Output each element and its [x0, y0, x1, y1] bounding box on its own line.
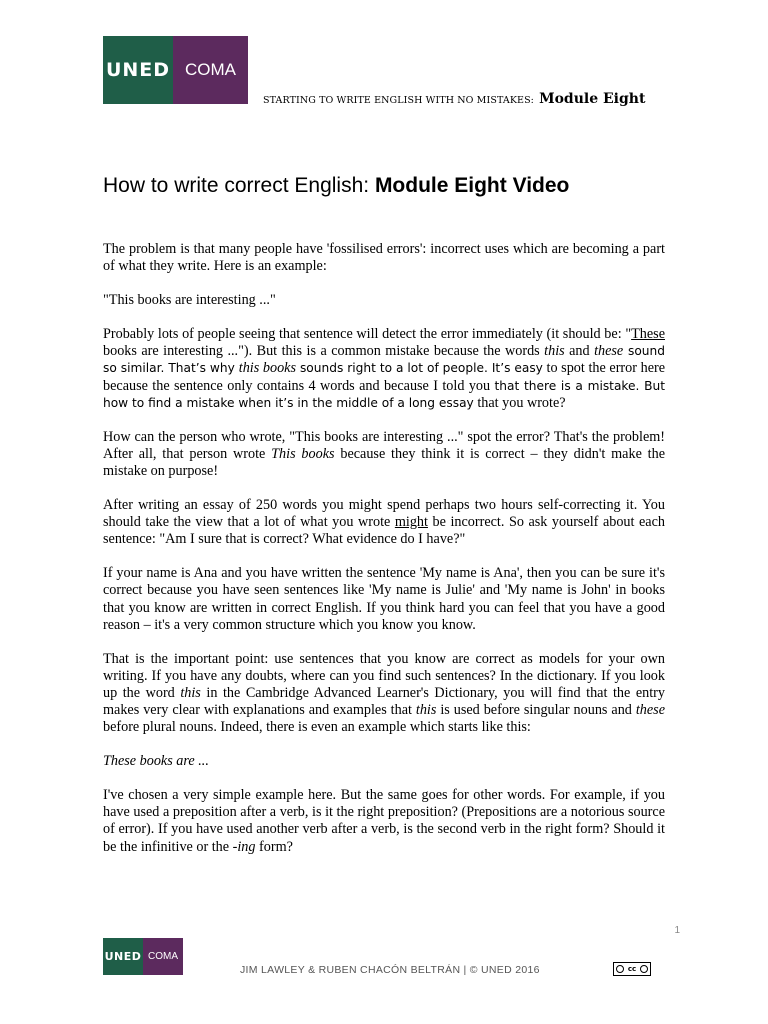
p4-text: How can the person who wrote, "This books are interesting ..." spot the error? That's the problem! After all, that person wrote — [103, 428, 665, 462]
coma-logo-text: COMA — [185, 60, 236, 79]
paragraph-5 — [103, 497, 665, 548]
p7-text: before plural nouns. Indeed, there is even an example which starts like this: — [103, 719, 531, 736]
paragraph-9 — [103, 787, 665, 855]
footer-uned-logo-text: UNED — [104, 950, 142, 963]
cc-circle-icon — [616, 965, 624, 973]
footer-coma-logo-text: COMA — [148, 951, 178, 962]
running-head-series: STARTING TO WRITE ENGLISH WITH NO MISTAKES: — [263, 95, 534, 106]
paragraph-7 — [103, 651, 665, 736]
cc-label: cc — [627, 965, 637, 973]
p3-text: sounds right to a lot of people. It’s easy — [296, 361, 543, 376]
p5-text: After writing an essay of 250 words you might spend perhaps two hours self-correcting it. You should take the view that a lot of what you wrote — [103, 497, 665, 531]
p7-italic-this: this — [180, 684, 201, 701]
p3-text: that there is a mistake. But how to find a mistake when it’s in the middle of a long essay — [103, 378, 665, 410]
running-head — [263, 88, 673, 107]
uned-logo-text: UNED — [105, 59, 171, 81]
paragraph-4 — [103, 429, 665, 480]
p9-italic-ing: ing — [237, 838, 256, 855]
p3-text: sound so similar. That’s why — [103, 344, 665, 376]
p3-underlined-these: These — [631, 326, 665, 343]
running-head-module: Module Eight — [539, 91, 646, 107]
p5-text: be incorrect. So ask yourself about each sentence: "Am I sure that is correct? What evidence do I have?" — [103, 514, 665, 548]
uned-logo — [103, 36, 173, 104]
p7-italic-this: this — [415, 701, 437, 718]
creative-commons-icon — [613, 962, 651, 976]
title-plain: How to write correct English: — [103, 174, 370, 197]
p3-text: Probably lots of people seeing that sentence will detect the error immediately (it should be: " — [103, 326, 632, 343]
p3-italic-this: this — [544, 343, 565, 360]
p9-text: I've chosen a very simple example here. But the same goes for other words. For example, if you have used a preposition after a verb, is it the right preposition? (Prepositions are a notorious source of error). If you have used another verb after a verb, is the second verb in the right form? Should it be the infinitive or the - — [103, 787, 665, 855]
p4-italic-this-books: This books — [271, 445, 335, 462]
paragraph-2: "This books are interesting ..." — [103, 292, 276, 309]
page-number: 1 — [674, 925, 680, 936]
p4-text: because they think it is correct – they didn't make the mistake on purpose! — [103, 445, 666, 479]
p5-underlined-might: might — [394, 514, 428, 531]
p3-italic-this-books: this books — [238, 360, 296, 377]
footer-credit: JIM LAWLEY & RUBEN CHACÓN BELTRÁN | © UNED 2016 — [240, 964, 540, 976]
p3-italic-these: these — [594, 343, 624, 360]
p9-text: form? — [255, 838, 293, 855]
paragraph-8 — [103, 753, 665, 770]
p7-text: in the Cambridge Advanced Learner's Dictionary, you will find that the entry makes very clear with explanations and examples that — [103, 684, 665, 718]
p7-italic-these: these — [635, 701, 665, 718]
title-bold: Module Eight Video — [374, 174, 570, 197]
article-body — [103, 241, 665, 873]
footer-coma-logo — [143, 938, 183, 975]
page-title — [103, 174, 683, 198]
p7-text: That is the important point: use sentences that you know are correct as models for your own writing. If you have any doubts, where can you find such sentences? In the dictionary. If you look up the word — [103, 650, 665, 701]
p3-text: books are interesting ..."). But this is a common mistake because the words — [103, 343, 545, 360]
p3-text: that you wrote? — [473, 394, 566, 411]
p7-text: is used before singular nouns and — [436, 701, 636, 718]
cc-circle-icon — [640, 965, 648, 973]
paragraph-3 — [103, 326, 665, 411]
p3-text: to spot the error here because the sentence only contains 4 words and because I told you — [103, 360, 666, 394]
p8-italic-example: These books are ... — [103, 753, 209, 770]
p3-text: and — [564, 343, 595, 360]
paragraph-6: If your name is Ana and you have written the sentence 'My name is Ana', then you can be sure it's correct because you have seen sentences like 'My name is Julie' and 'My name is John' in books that you know are written in correct English. If you think hard you can feel that you have a good reason – it's a very common structure which you know you know. — [103, 565, 665, 633]
coma-logo — [173, 36, 248, 104]
paragraph-1: The problem is that many people have 'fossilised errors': incorrect uses which are becoming a part of what they write. Here is an example: — [103, 241, 665, 275]
footer-uned-logo — [103, 938, 143, 975]
